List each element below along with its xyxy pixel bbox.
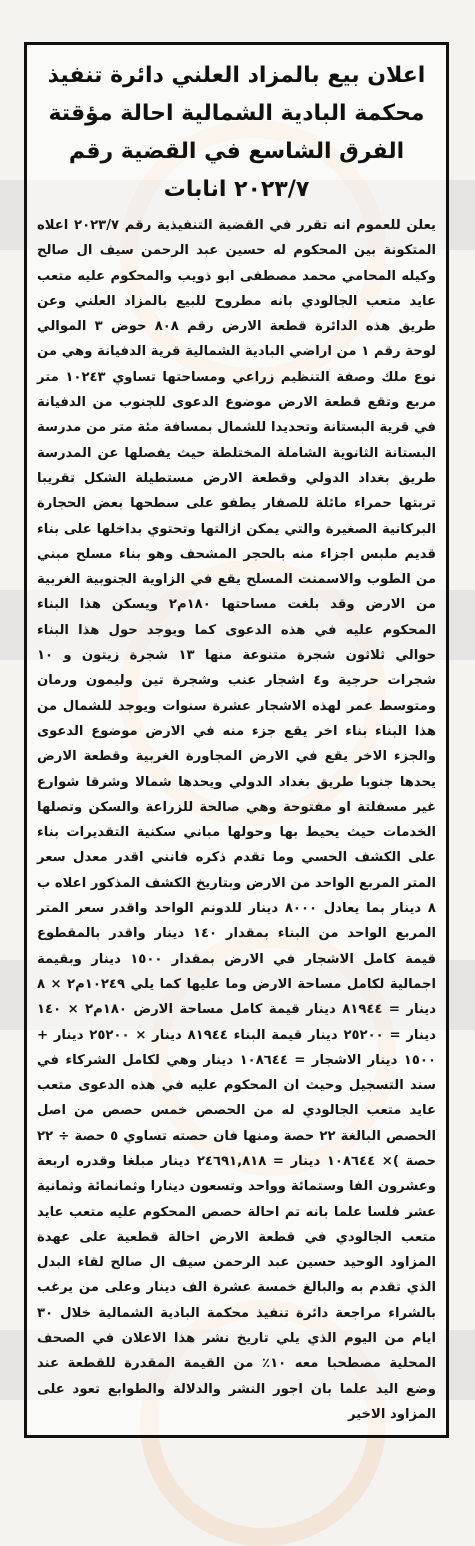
notice-body: يعلن للعموم انه تقرر في القضية التنفيذية رقم ٢٠٢٣/٧ اعلاه المتكونة بين المحكوم له حسين عبد الرحمن سيف ال صالح وكيله المحامي محمد مصطفى ابو ذويب والمحكوم عليه متعب عايد متعب الجالودي بانه مطروح للبيع بالمزاد العلني وعن طريق هذه الدائرة قطعة الارض رقم ٨٠٨ حوض ٣ الموالي لوحة رقم ١ من اراضي البادية الشمالية قرية الدفيانة وهي من نوع ملك وصفة التنظيم زراعي ومساحتها تساوي ١٠٢٤٣ متر مربع وتقع قطعة الارض موضوع الدعوى للجنوب من الدفيانة في قرية البستانة وتحديدا للشمال بمسافة مئة متر من مدرسة البستانة الثانوية الشاملة المختلطة حيث يفصلها عن المدرسة طريق بغداد الدولي وقطعة الارض مستطيلة الشكل تقريبا تربتها حمراء مائلة للصفار يطفو على سطحها بعض الحجارة البركانية الصغيرة والتي يمكن ازالتها وتحتوي بداخلها على بناء قديم ملبس اجزاء منه بالحجر المشحف وهو بناء مسلح مبني من الطوب والاسمنت المسلح يقع في الزاوية الجنوبية الغربية من الارض وقد بلغت مساحتها ١٨٠م٢ ويسكن هذا البناء المحكوم عليه في هذه الدعوى كما ويوجد حول هذا البناء حوالي ثلاثون شجرة متنوعة منها ١٣ شجرة زيتون و ١٠ شجرات حرجية و٤ اشجار عنب وشجرة تين وليمون ورمان ومتوسط عمر لهذه الاشجار عشرة سنوات ويوجد للشمال من هذا البناء بناء اخر يقع جزء منه في الارض موضوع الدعوى والجزء الاخر يقع في الارض المجاورة الغربية وقطعة الارض يحدها جنوبا طريق بغداد الدولي ويحدها شمالا وشرقا شوارع غير مسفلتة او مفتوحة وهي صالحة للزراعة والسكن وتصلها الخدمات حيث يحيط بها وحولها مباني سكنية التقديرات بناء على الكشف الحسي وما تقدم ذكره فانني اقدر معدل سعر المتر المربع الواحد من الارض وبتاريخ الكشف المذكور اعلاه ب ٨ دينار بما يعادل ٨٠٠٠ دينار للدونم الواحد واقدر سعر المتر المربع الواحد من البناء بمقدار ١٤٠ دينار واقدر بالمقطوع قيمة كامل الاشجار في الارض بمقدار ١٥٠٠ دينار وبقيمة اجمالية لكامل مساحة الارض وما عليها كما يلي ١٠٢٤٩م٢ × ٨ دينار = ٨١٩٤٤ دينار قيمة كامل مساحة الارض ١٨٠م٢ × ١٤٠ دينار = ٢٥٢٠٠ دينار قيمة البناء ٨١٩٤٤ دينار × ٢٥٢٠٠ دينار + ١٥٠٠ دينار الاشجار = ١٠٨٦٤٤ دينار وهي لكامل الشركاء في سند التسجيل وحيث ان المحكوم عليه في هذه الدعوى متعب عايد متعب الجالودي له من الحصص خمس حصص من اصل الحصص البالغة ٢٢ حصة ومنها فان حصته تساوي ٥ حصة ÷ ٢٢ حصة )× ١٠٨٦٤٤ دينار = ٢٤٦٩١,٨١٨ دينار مبلغا وقدره اربعة وعشرون الفا وستمائة وواحد وتسعون دينارا وثمانمائة وثمانية عشر فلسا علما بانه تم احالة حصص المحكوم عليه متعب عايد متعب الجالودي في قطعة الارض احالة قطعية على عهدة المزاود الوحيد حسين عبد الرحمن سيف ال صالح لقاء البدل الذي تقدم به والبالغ خمسة عشرة الف دينار وعلى من يرغب بالشراء مراجعة دائرة تنفيذ محكمة البادية الشمالية خلال ٣٠ ايام من اليوم الذي يلي تاريخ نشر هذا الاعلان في الصحف المحلية مصطحبا معه ١٠٪ من القيمة المقدرة للقطعة عند وضع اليد علما بان اجور النشر والدلالة والطوابع تعود على المزاود الاخير (37, 218, 437, 1422)
notice-title: اعلان بيع بالمزاد العلني دائرة تنفيذ محكمة البادية الشمالية احالة مؤقتة الفرق الشاسع في القضية رقم ٢٠٢٣/٧ انابات (47, 63, 426, 202)
legal-notice-box (24, 42, 449, 1438)
